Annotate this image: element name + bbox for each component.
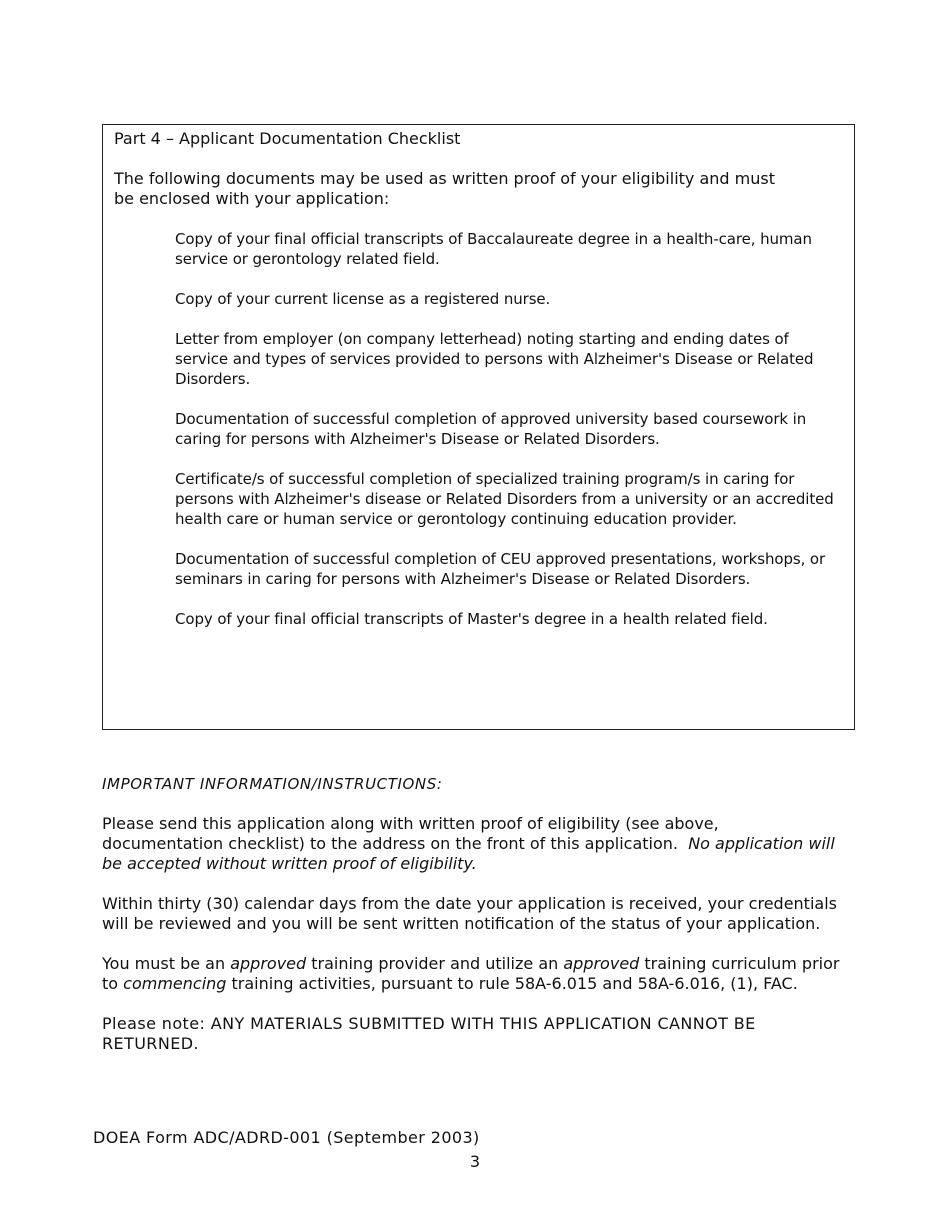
provider-approved-2: approved (563, 954, 640, 973)
send-application-text: Please send this application along with written proof of eligibility (see above, documentation checklist) to the address on the front of this application. (102, 814, 719, 853)
checklist-intro (114, 169, 804, 209)
checklist-intro-line-2: be enclosed with your application: (114, 189, 390, 208)
provider-text-e: training curriculum prior to (102, 954, 840, 993)
provider-commencing: commencing (123, 974, 227, 993)
no-application-warning: No application will be accepted without written proof of eligibility. (102, 834, 835, 873)
provider-text-a: You must be an (102, 954, 231, 973)
document-item-nurse-license: Copy of your current license as a registered nurse. (175, 290, 551, 308)
instructions-paragraph-provider (102, 954, 842, 994)
document-item-training-certificate: Certificate/s of successful completion of specialized training program/s in caring for persons with Alzheimer's disease or Related Disorders from a university or an accredited health care or human service or gerontology continuing education provider. (175, 470, 834, 528)
document-item-ceu-documentation: Documentation of successful completion of CEU approved presentations, workshops, or seminars in caring for persons with Alzheimer's Disease or Related Disorders. (175, 550, 826, 588)
important-instructions (102, 774, 842, 1074)
instructions-paragraph-send (102, 814, 842, 874)
provider-approved-1: approved (230, 954, 307, 973)
provider-text-g: training activities, pursuant to rule 58A-6.015 and 58A-6.016, (1), FAC. (226, 974, 798, 993)
documentation-checklist-box (102, 124, 855, 730)
document-item-employer-letter: Letter from employer (on company letterhead) noting starting and ending dates of service and types of services provided to persons with Alzheimer's Disease or Related Disorders. (175, 330, 814, 388)
page-number: 3 (469, 1152, 481, 1171)
checklist-intro-line-1: The following documents may be used as written proof of your eligibility and must (114, 169, 775, 188)
provider-text-c: training provider and utilize an (306, 954, 564, 973)
instructions-paragraph-note: Please note: ANY MATERIALS SUBMITTED WITH THIS APPLICATION CANNOT BE RETURNED. (102, 1014, 756, 1053)
instructions-paragraph-review: Within thirty (30) calendar days from the date your application is received, your credentials will be reviewed and you will be sent written notification of the status of your application. (102, 894, 837, 933)
instructions-heading: IMPORTANT INFORMATION/INSTRUCTIONS: (102, 775, 443, 793)
document-list (175, 229, 835, 649)
document-item-university-coursework: Documentation of successful completion of approved university based coursework in caring for persons with Alzheimer's Disease or Related Disorders. (175, 410, 807, 448)
form-identifier: DOEA Form ADC/ADRD-001 (September 2003) (93, 1128, 480, 1147)
document-item-baccalaureate: Copy of your final official transcripts of Baccalaureate degree in a health-care, human service or gerontology related field. (175, 230, 812, 268)
document-item-masters-transcript: Copy of your final official transcripts of Master's degree in a health related field. (175, 610, 768, 628)
part-4-title: Part 4 – Applicant Documentation Checklist (114, 129, 461, 148)
